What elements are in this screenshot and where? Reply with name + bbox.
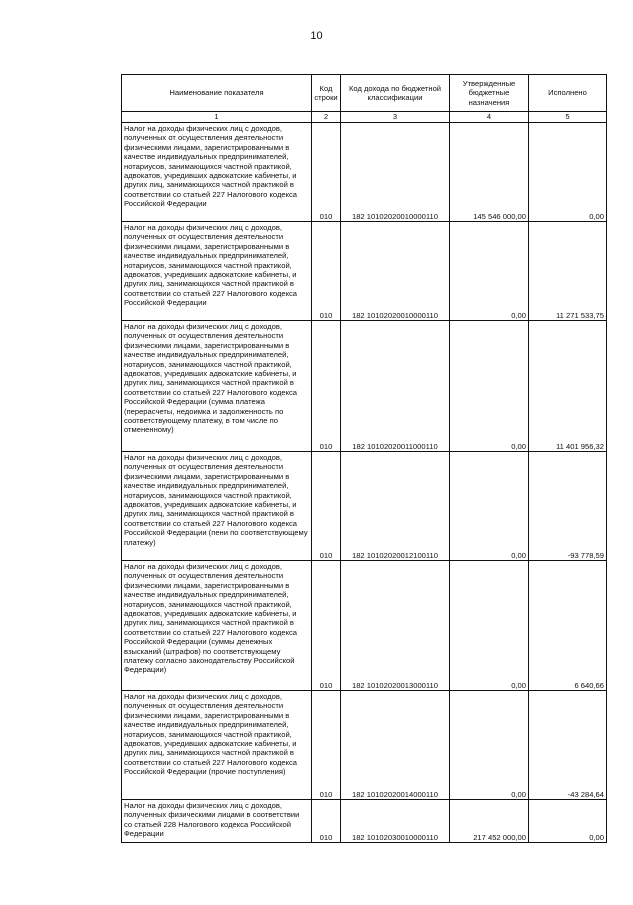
approved-amount: 0,00 — [450, 452, 529, 561]
column-number: 4 — [450, 112, 529, 123]
header-executed: Исполнено — [529, 75, 607, 112]
classification-code: 182 10102020011000110 — [341, 321, 450, 452]
indicator-name: Налог на доходы физических лиц с доходов, полученных от осуществления деятельности физическими лицами, зарегистрированными в качестве индивидуальных предпринимателей, нотариусов, занимающихся частной практикой, адвокатов, учредивших адвокатские кабинеты, и других лиц, занимающихся частной практикой в соответствии со статьей 227 Налогового кодекса Российской Федерации (прочие поступления) — [122, 691, 312, 800]
table-row — [122, 800, 607, 843]
approved-amount: 0,00 — [450, 222, 529, 321]
executed-amount: -43 284,64 — [529, 691, 607, 800]
classification-code: 182 10102020014000110 — [341, 691, 450, 800]
executed-amount: 0,00 — [529, 800, 607, 843]
indicator-name: Налог на доходы физических лиц с доходов, полученных от осуществления деятельности физическими лицами, зарегистрированными в качестве индивидуальных предпринимателей, нотариусов, занимающихся частной практикой, адвокатов, учредивших адвокатские кабинеты, и других лиц, занимающихся частной практикой в соответствии со статьей 227 Налогового кодекса Российской Федерации (суммы денежных взысканий (штрафов) по соответствующему платежу согласно законодательству Российской Федерации) — [122, 561, 312, 691]
indicator-name: Налог на доходы физических лиц с доходов, полученных от осуществления деятельности физическими лицами, зарегистрированными в качестве индивидуальных предпринимателей, нотариусов, занимающихся частной практикой, адвокатов, учредивших адвокатские кабинеты, и других лиц, занимающихся частной практикой в соответствии со статьей 227 Налогового кодекса Российской Федерации — [122, 123, 312, 222]
approved-amount: 0,00 — [450, 691, 529, 800]
row-code: 010 — [312, 691, 341, 800]
header-row-code: Код строки — [312, 75, 341, 112]
executed-amount: 11 271 533,75 — [529, 222, 607, 321]
row-code: 010 — [312, 222, 341, 321]
executed-amount: 0,00 — [529, 123, 607, 222]
table-row — [122, 561, 607, 691]
page-number: 10 — [310, 30, 323, 42]
approved-amount: 0,00 — [450, 321, 529, 452]
row-code: 010 — [312, 561, 341, 691]
classification-code: 182 10102020010000110 — [341, 222, 450, 321]
executed-amount: 11 401 956,32 — [529, 321, 607, 452]
table-row — [122, 452, 607, 561]
indicator-name: Налог на доходы физических лиц с доходов, полученных от осуществления деятельности физическими лицами, зарегистрированными в качестве индивидуальных предпринимателей, нотариусов, занимающихся частной практикой, адвокатов, учредивших адвокатские кабинеты, и других лиц, занимающихся частной практикой в соответствии со статьей 227 Налогового кодекса Российской Федерации (пени по соответствующему платежу) — [122, 452, 312, 561]
header-indicator-name: Наименование показателя — [122, 75, 312, 112]
row-code: 010 — [312, 800, 341, 843]
approved-amount: 0,00 — [450, 561, 529, 691]
row-code: 010 — [312, 321, 341, 452]
classification-code: 182 10102020013000110 — [341, 561, 450, 691]
classification-code: 182 10102030010000110 — [341, 800, 450, 843]
table-row — [122, 123, 607, 222]
classification-code: 182 10102020012100110 — [341, 452, 450, 561]
column-number: 1 — [122, 112, 312, 123]
header-classification-code: Код дохода по бюджетной классификации — [341, 75, 450, 112]
approved-amount: 217 452 000,00 — [450, 800, 529, 843]
header-approved: Утвержденные бюджетные назначения — [450, 75, 529, 112]
row-code: 010 — [312, 452, 341, 561]
executed-amount: 6 640,66 — [529, 561, 607, 691]
header-row — [122, 75, 607, 112]
row-code: 010 — [312, 123, 341, 222]
column-number-row — [122, 112, 607, 123]
indicator-name: Налог на доходы физических лиц с доходов, полученных от осуществления деятельности физическими лицами, зарегистрированными в качестве индивидуальных предпринимателей, нотариусов, занимающихся частной практикой, адвокатов, учредивших адвокатские кабинеты, и других лиц, занимающихся частной практикой в соответствии со статьей 227 Налогового кодекса Российской Федерации — [122, 222, 312, 321]
indicator-name: Налог на доходы физических лиц с доходов, полученных от осуществления деятельности физическими лицами, зарегистрированными в качестве индивидуальных предпринимателей, нотариусов, занимающихся частной практикой, адвокатов, учредивших адвокатские кабинеты, и других лиц, занимающихся частной практикой в соответствии со статьей 227 Налогового кодекса Российской Федерации (сумма платежа (перерасчеты, недоимка и задолженность по соответствующему платежу, в том числе по отмененному) — [122, 321, 312, 452]
indicator-name: Налог на доходы физических лиц с доходов, полученных физическими лицами в соответствии со статьей 228 Налогового кодекса Российской Федерации — [122, 800, 312, 843]
budget-execution-table — [121, 74, 607, 843]
approved-amount: 145 546 000,00 — [450, 123, 529, 222]
table-row — [122, 222, 607, 321]
executed-amount: -93 778,59 — [529, 452, 607, 561]
column-number: 5 — [529, 112, 607, 123]
column-number: 3 — [341, 112, 450, 123]
table-row — [122, 321, 607, 452]
column-number: 2 — [312, 112, 341, 123]
table-row — [122, 691, 607, 800]
classification-code: 182 10102020010000110 — [341, 123, 450, 222]
